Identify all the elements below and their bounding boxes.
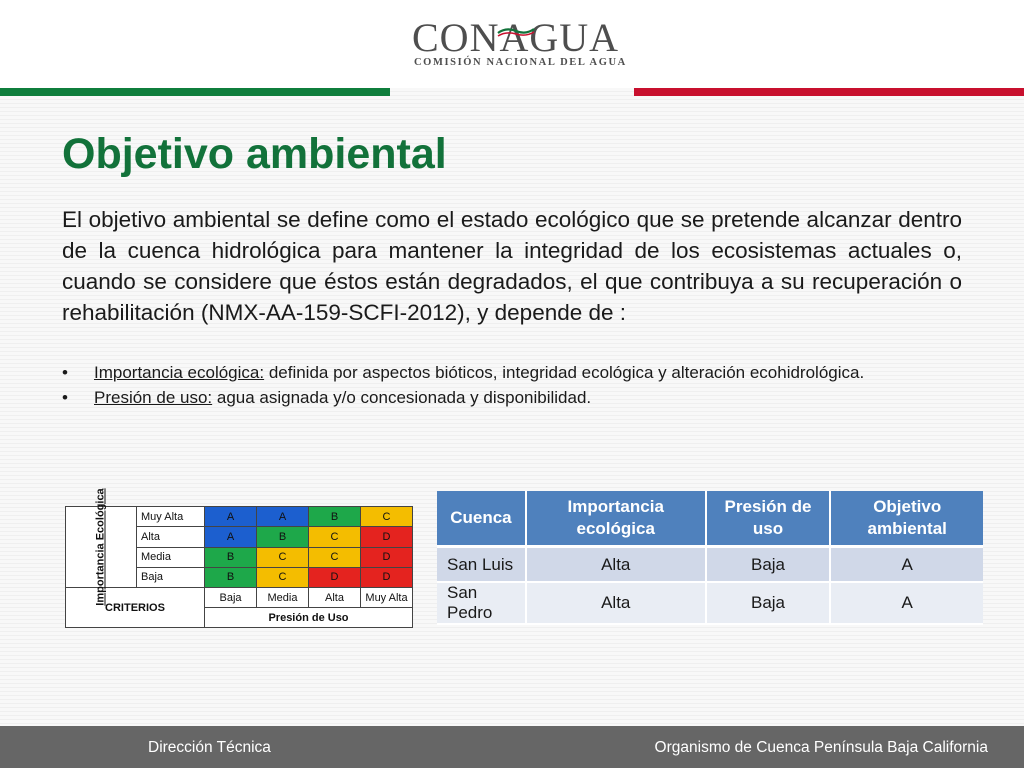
matrix-criteria-label: CRITERIOS xyxy=(66,588,205,628)
matrix-column-label: Media xyxy=(257,588,309,608)
results-header: Presión de uso xyxy=(707,491,832,548)
bullet-term: Presión de uso: xyxy=(94,388,213,407)
matrix-cell: C xyxy=(309,527,361,547)
footer xyxy=(0,726,1024,768)
logo-wave-icon xyxy=(496,24,536,38)
matrix-axis-label: Importancia Ecológica xyxy=(94,488,107,606)
matrix-cell: B xyxy=(205,567,257,587)
footer-right-text: Organismo de Cuenca Península Baja California xyxy=(654,739,988,756)
matrix-row-label: Alta xyxy=(137,527,205,547)
matrix-cell: D xyxy=(309,567,361,587)
results-cell: San Pedro xyxy=(437,583,527,625)
matrix-cell: C xyxy=(309,547,361,567)
matrix-column-label: Baja xyxy=(205,588,257,608)
green-stripe xyxy=(0,88,390,96)
table-row xyxy=(437,583,983,625)
results-cell: Baja xyxy=(707,583,832,625)
intro-paragraph: El objetivo ambiental se define como el estado ecológico que se pretende alcanzar dentro de la cuenca hidrológica para mantener la integridad de los ecosistemas actuales o, cuando se considere que éstos están degradados, el que contribuya a su recuperación o rehabilitación (NMX-AA-159-SCFI-2012), y depende de : xyxy=(62,207,962,325)
conagua-logo xyxy=(410,14,627,74)
matrix-column-label: Alta xyxy=(309,588,361,608)
results-cell: A xyxy=(831,548,983,583)
logo-text: CONAGUA xyxy=(412,15,619,60)
results-header: Cuenca xyxy=(437,491,527,548)
matrix-cell: B xyxy=(309,507,361,527)
logo-subtitle: COMISIÓN NACIONAL DEL AGUA xyxy=(414,57,627,68)
bullet-item xyxy=(62,362,962,384)
bullet-marker: • xyxy=(62,388,68,407)
bullet-text: agua asignada y/o concesionada y disponibilidad. xyxy=(212,388,592,407)
matrix-cell: C xyxy=(361,507,413,527)
red-stripe xyxy=(634,88,1024,96)
matrix-axis-cell xyxy=(66,488,137,606)
table-row xyxy=(437,548,983,583)
matrix-cell: D xyxy=(361,547,413,567)
matrix-cell: B xyxy=(257,527,309,547)
results-cell: Alta xyxy=(527,548,707,583)
matrix-column-label: Muy Alta xyxy=(361,588,413,608)
matrix-cell: D xyxy=(361,527,413,547)
header xyxy=(0,0,1024,88)
matrix-pressure-label: Presión de Uso xyxy=(205,608,413,628)
page-title: Objetivo ambiental xyxy=(62,130,447,178)
matrix-cell: D xyxy=(361,567,413,587)
matrix-cell: C xyxy=(257,547,309,567)
results-header: Objetivo ambiental xyxy=(831,491,983,548)
results-cell: Alta xyxy=(527,583,707,625)
matrix-cell: A xyxy=(205,527,257,547)
results-cell: A xyxy=(831,583,983,625)
bullet-term: Importancia ecológica: xyxy=(94,363,265,382)
bullet-item xyxy=(62,387,962,409)
footer-left-text: Dirección Técnica xyxy=(148,739,271,756)
matrix-cell: B xyxy=(205,547,257,567)
matrix-row-label: Muy Alta xyxy=(137,507,205,527)
results-cell: San Luis xyxy=(437,548,527,583)
results-table xyxy=(437,491,983,625)
bullet-list xyxy=(62,362,962,412)
bullet-marker: • xyxy=(62,363,68,382)
matrix-cell: A xyxy=(205,507,257,527)
matrix-row-label: Media xyxy=(137,547,205,567)
results-cell: Baja xyxy=(707,548,832,583)
matrix-row-label: Baja xyxy=(137,567,205,587)
matrix-cell: A xyxy=(257,507,309,527)
matrix-cell: C xyxy=(257,567,309,587)
bullet-text: definida por aspectos bióticos, integridad ecológica y alteración ecohidrológica. xyxy=(264,363,865,382)
criteria-matrix xyxy=(65,488,413,628)
results-header: Importancia ecológica xyxy=(527,491,707,548)
